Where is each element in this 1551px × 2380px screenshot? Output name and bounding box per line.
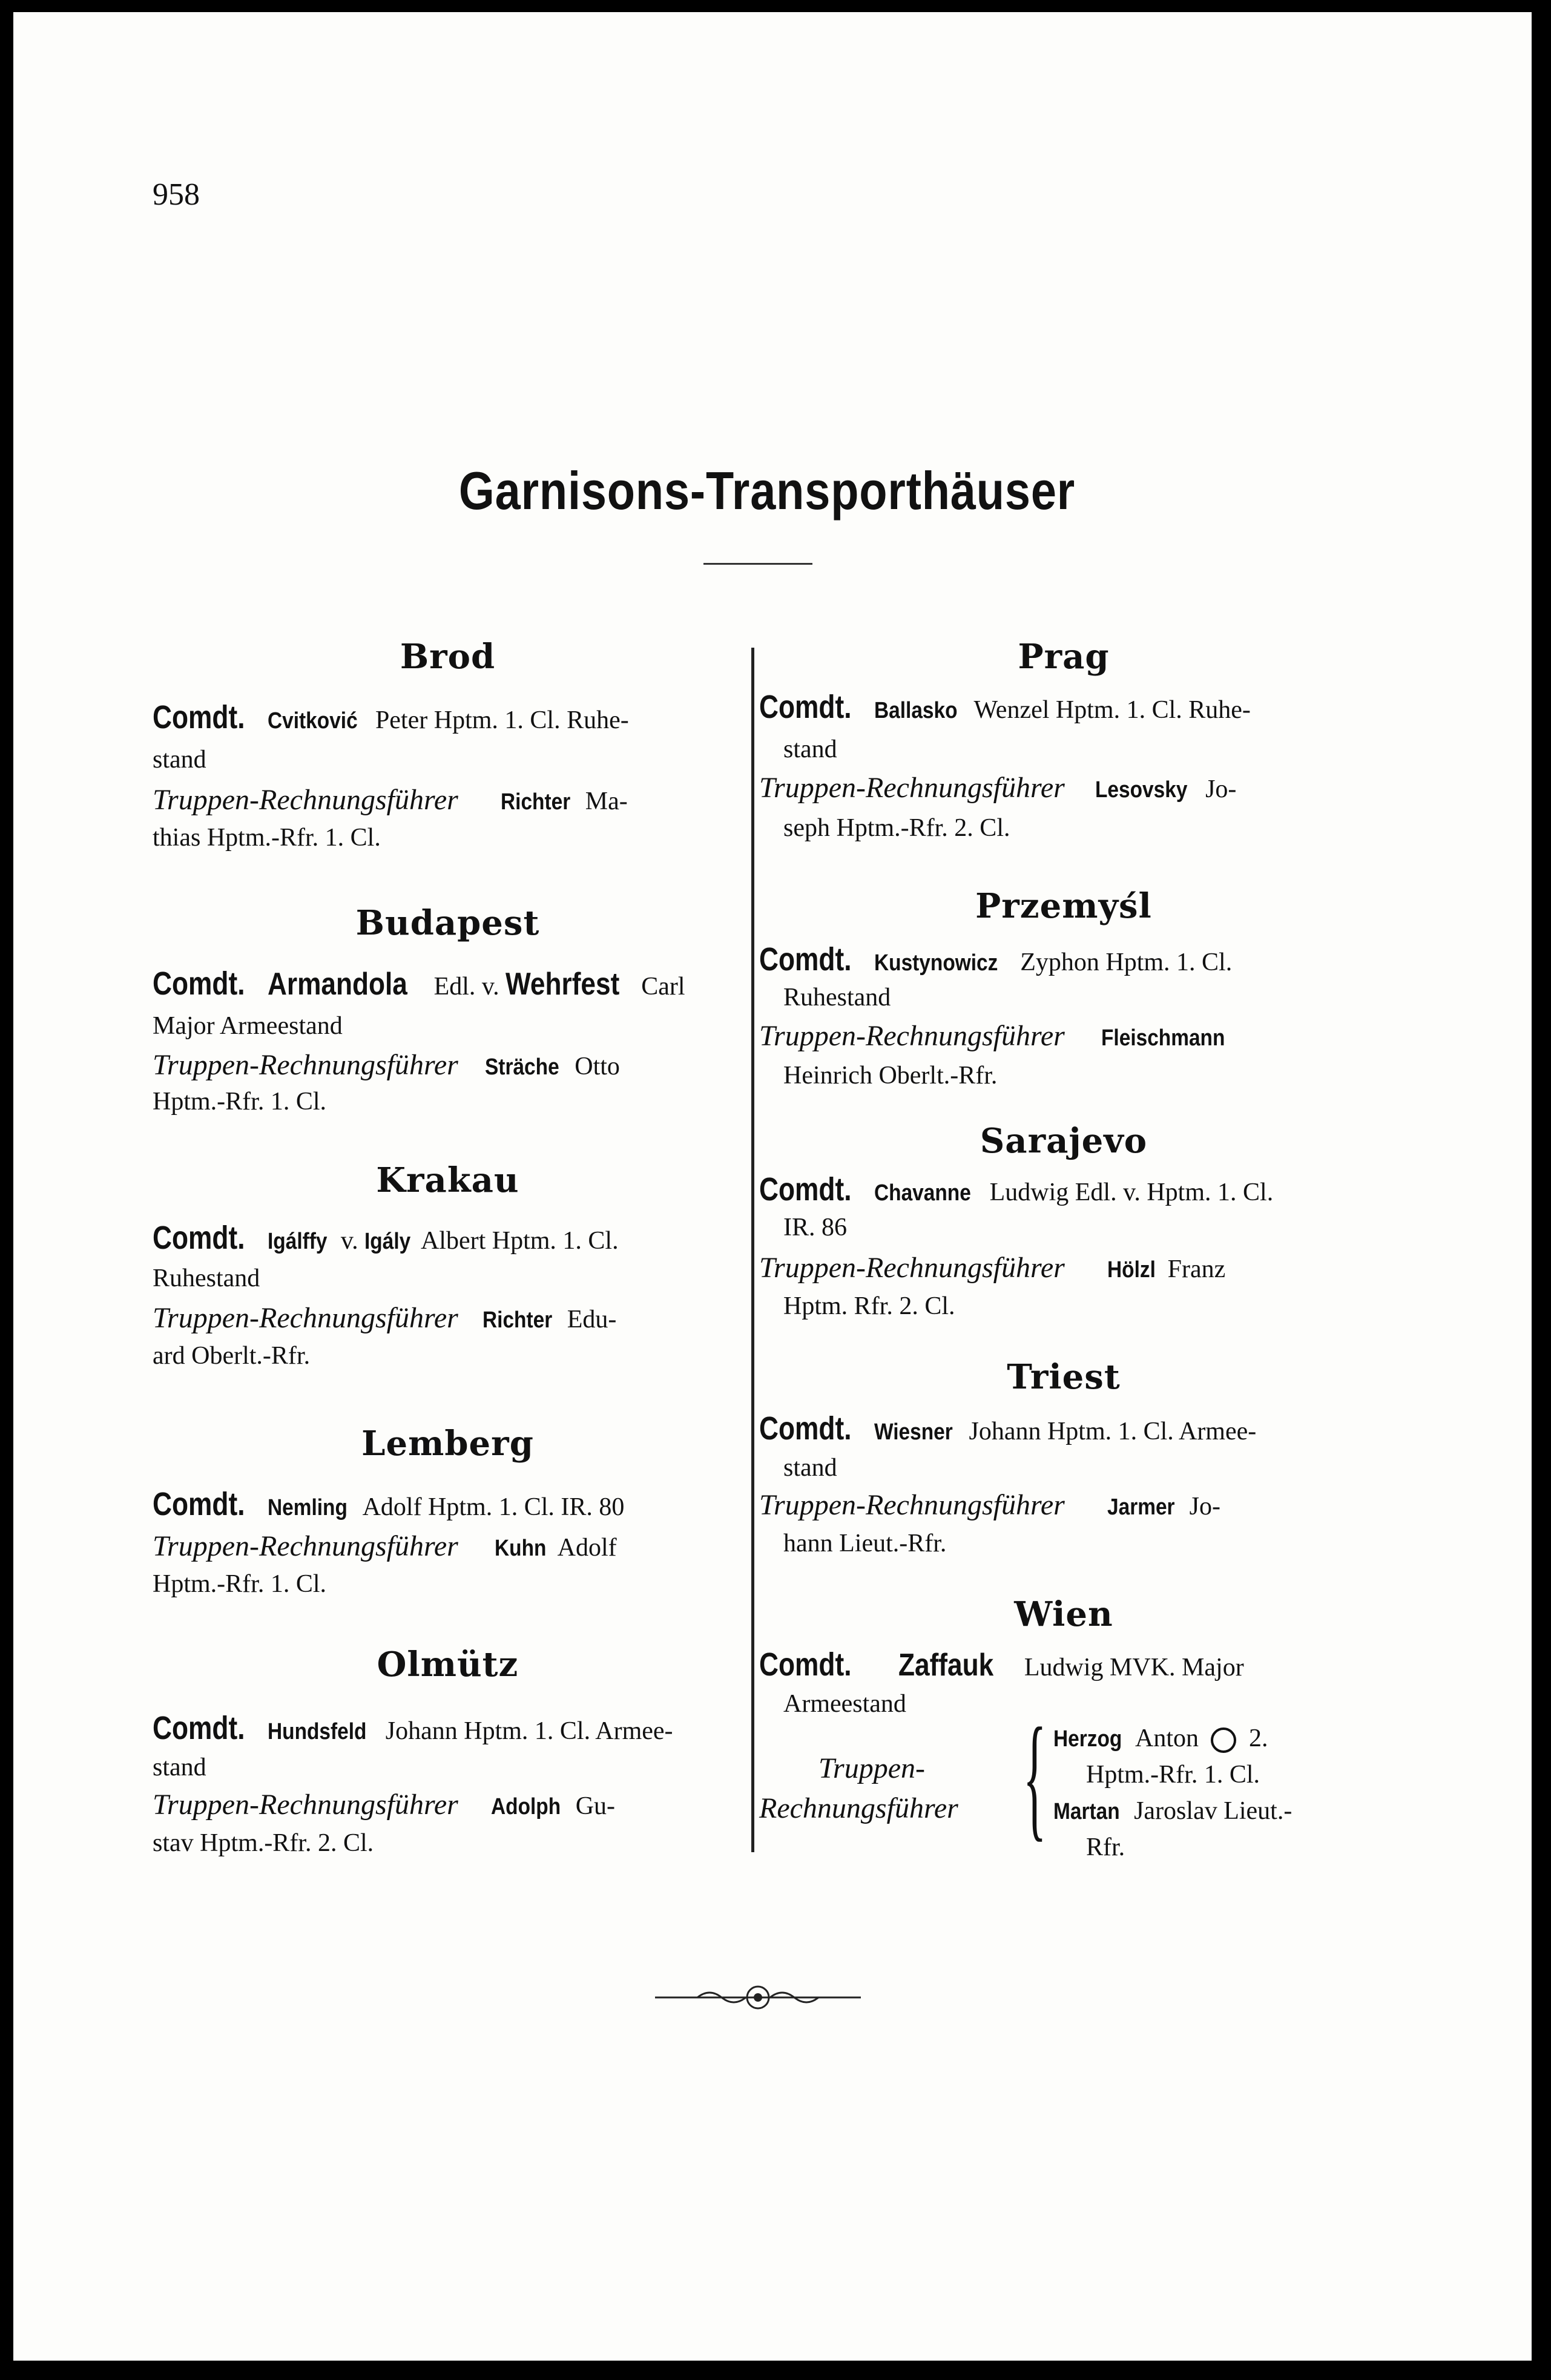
prag-comdt-line [759, 689, 1251, 729]
trf-label: Truppen-Rechnungsführer [759, 772, 1065, 804]
brod-trf-details-2: thias Hptm.-Rfr. 1. Cl. [153, 824, 381, 852]
comdt-label: Comdt. [153, 1710, 245, 1746]
brod-comdt-details: Peter Hptm. 1. Cl. Ruhe- [375, 706, 629, 734]
przemysl-trf-name: Fleischmann [1101, 1025, 1225, 1051]
city-heading-lemberg: Lemberg [361, 1424, 534, 1464]
trf-label: Truppen-Rechnungsführer [153, 784, 458, 816]
wien-trf-a-name: Herzog [1053, 1726, 1122, 1752]
krakau-comdt-details: Albert Hptm. 1. Cl. [420, 1227, 619, 1255]
olmuetz-trf-line [153, 1787, 615, 1825]
triest-trf-line [759, 1487, 1220, 1525]
wien-trf-label-2: Rechnungsführer [759, 1792, 958, 1824]
prag-trf-line [759, 770, 1236, 808]
comdt-label: Comdt. [153, 699, 245, 735]
page-title: Garnisons-Transporthäuser [458, 461, 1076, 521]
krakau-comdt-predicate: Igály [364, 1229, 411, 1254]
sarajevo-trf-line [759, 1250, 1225, 1288]
krakau-trf-details: Edu- [567, 1306, 617, 1333]
krakau-comdt-name: Igálffy [268, 1229, 328, 1254]
lemberg-trf-details-2: Hptm.-Rfr. 1. Cl. [153, 1570, 327, 1598]
brod-comdt-name: Cvitković [268, 708, 358, 734]
triest-comdt-name: Wiesner [874, 1419, 953, 1445]
przemysl-comdt-name: Kustynowicz [874, 950, 998, 976]
wien-trf-b-details-2: Rfr. [1086, 1833, 1125, 1861]
wien-trf-a-details-2: Hptm.-Rfr. 1. Cl. [1086, 1761, 1260, 1789]
wien-trf-b-name: Martan [1053, 1799, 1120, 1824]
budapest-comdt-details-2: Major Armeestand [153, 1012, 343, 1040]
wien-brace: { [1022, 1699, 1047, 1853]
triest-comdt-line [759, 1410, 1256, 1450]
lemberg-comdt-line [153, 1486, 624, 1526]
city-heading-przemysl: Przemyśl [975, 886, 1152, 926]
trf-label: Truppen-Rechnungsführer [759, 1489, 1065, 1521]
ornament-divider-icon [655, 1979, 861, 2016]
comdt-label: Comdt. [759, 1171, 852, 1208]
przemysl-trf-line [759, 1018, 1241, 1056]
olmuetz-trf-name: Adolph [491, 1794, 561, 1820]
sarajevo-comdt-line [759, 1171, 1273, 1211]
budapest-comdt-line [153, 965, 685, 1005]
przemysl-comdt-line [759, 941, 1232, 981]
city-heading-triest: Triest [1007, 1357, 1121, 1397]
triest-trf-details-2: hann Lieut.-Rfr. [783, 1530, 947, 1557]
wien-trf-a-details: Anton [1134, 1724, 1199, 1752]
prag-trf-details-2: seph Hptm.-Rfr. 2. Cl. [783, 814, 1010, 842]
prag-comdt-details: Wenzel Hptm. 1. Cl. Ruhe- [973, 696, 1251, 724]
trf-label: Truppen-Rechnungsführer [153, 1049, 458, 1081]
krakau-trf-line [153, 1300, 616, 1338]
sarajevo-comdt-details: Ludwig Edl. v. Hptm. 1. Cl. [989, 1178, 1274, 1206]
city-heading-prag: Prag [1018, 637, 1110, 677]
comdt-label: Comdt. [759, 689, 852, 725]
triest-comdt-details: Johann Hptm. 1. Cl. Armee- [969, 1418, 1257, 1445]
sarajevo-comdt-name: Chavanne [874, 1180, 972, 1206]
column-divider [751, 648, 754, 1852]
lemberg-trf-name: Kuhn [495, 1536, 547, 1561]
city-heading-olmuetz: Olmütz [377, 1645, 519, 1685]
lemberg-trf-line [153, 1528, 617, 1566]
olmuetz-comdt-details: Johann Hptm. 1. Cl. Armee- [385, 1717, 673, 1745]
triest-comdt-details-2: stand [783, 1454, 837, 1482]
trf-label: Truppen-Rechnungsführer [759, 1020, 1065, 1052]
budapest-comdt-edl: Edl. v. [433, 973, 499, 1001]
title-rule [703, 563, 812, 565]
document-page [13, 12, 1532, 2361]
lemberg-comdt-details: Adolf Hptm. 1. Cl. IR. 80 [362, 1493, 625, 1521]
budapest-trf-line [153, 1047, 620, 1085]
city-heading-sarajevo: Sarajevo [980, 1121, 1148, 1161]
wien-trf-a-line [1053, 1720, 1268, 1757]
sarajevo-trf-details-2: Hptm. Rfr. 2. Cl. [783, 1292, 955, 1320]
lemberg-comdt-name: Nemling [268, 1495, 348, 1520]
wien-trf-b-details: Jaroslav Lieut.- [1134, 1797, 1292, 1825]
wien-comdt-name: Zaffauk [898, 1648, 994, 1683]
comdt-label: Comdt. [153, 1220, 245, 1256]
prag-comdt-name: Ballasko [874, 698, 958, 723]
budapest-comdt-name: Armandola [268, 967, 408, 1002]
przemysl-comdt-details: Zyphon Hptm. 1. Cl. [1020, 948, 1233, 976]
przemysl-trf-details-2: Heinrich Oberlt.-Rfr. [783, 1062, 998, 1090]
budapest-trf-details-2: Hptm.-Rfr. 1. Cl. [153, 1088, 327, 1116]
olmuetz-trf-details: Gu- [575, 1792, 616, 1820]
comdt-label: Comdt. [153, 965, 245, 1002]
krakau-comdt-von: v. [340, 1227, 358, 1255]
wien-trf-b-line [1053, 1793, 1292, 1830]
wien-comdt-details: Ludwig MVK. Major [1024, 1654, 1244, 1681]
wien-trf-a-number: 2. [1248, 1724, 1268, 1752]
trf-label: Truppen-Rechnungsführer [153, 1789, 458, 1821]
brod-trf-details: Ma- [585, 787, 628, 815]
trf-label: Truppen-Rechnungsführer [153, 1302, 458, 1334]
krakau-comdt-line [153, 1220, 619, 1260]
krakau-trf-name: Richter [482, 1307, 553, 1333]
city-heading-krakau: Krakau [376, 1160, 519, 1200]
krakau-comdt-details-2: Ruhestand [153, 1264, 260, 1292]
brod-comdt-details-2: stand [153, 746, 206, 774]
lemberg-trf-details: Adolf [557, 1534, 617, 1562]
brod-trf-name: Richter [501, 789, 571, 815]
city-heading-brod: Brod [400, 637, 496, 677]
wien-comdt-line [759, 1646, 1244, 1686]
prag-trf-name: Lesovsky [1095, 777, 1188, 803]
circle-symbol-icon [1211, 1727, 1236, 1753]
city-heading-budapest: Budapest [355, 903, 540, 943]
brod-trf-line [153, 782, 628, 820]
olmuetz-trf-details-2: stav Hptm.-Rfr. 2. Cl. [153, 1829, 374, 1857]
olmuetz-comdt-line [153, 1710, 673, 1750]
prag-trf-details: Jo- [1205, 775, 1237, 803]
budapest-trf-details: Otto [575, 1053, 620, 1080]
wien-comdt-details-2: Armeestand [783, 1690, 906, 1718]
budapest-comdt-details: Carl [641, 973, 685, 1001]
sarajevo-trf-details: Franz [1167, 1255, 1226, 1283]
triest-trf-name: Jarmer [1107, 1494, 1175, 1520]
brod-comdt-line [153, 699, 743, 739]
krakau-trf-details-2: ard Oberlt.-Rfr. [153, 1342, 311, 1370]
trf-label: Truppen-Rechnungsführer [759, 1252, 1065, 1284]
wien-trf-label-1: Truppen- [818, 1752, 926, 1784]
przemysl-comdt-details-2: Ruhestand [783, 984, 891, 1011]
city-heading-wien: Wien [1014, 1594, 1113, 1634]
olmuetz-comdt-name: Hundsfeld [268, 1719, 367, 1744]
sarajevo-comdt-details-2: IR. 86 [783, 1214, 847, 1241]
comdt-label: Comdt. [759, 941, 852, 978]
comdt-label: Comdt. [153, 1486, 245, 1522]
budapest-comdt-predicate: Wehrfest [505, 967, 620, 1002]
comdt-label: Comdt. [759, 1410, 852, 1447]
trf-label: Truppen-Rechnungsführer [153, 1530, 458, 1562]
olmuetz-comdt-details-2: stand [153, 1754, 206, 1781]
triest-trf-details: Jo- [1189, 1493, 1220, 1520]
page-number: 958 [153, 177, 200, 212]
prag-comdt-details-2: stand [783, 735, 837, 763]
budapest-trf-name: Sträche [485, 1054, 560, 1080]
sarajevo-trf-name: Hölzl [1107, 1257, 1156, 1283]
comdt-label: Comdt. [759, 1646, 852, 1683]
